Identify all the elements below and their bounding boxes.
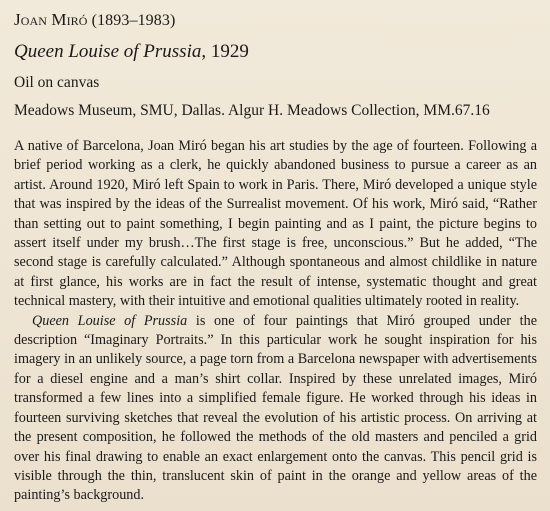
artist-line (14, 10, 537, 31)
artist-name: Joan Miró (14, 10, 88, 29)
body-paragraph-2-text: is one of four paintings that Miró grouped under the description “Imaginary Portraits.” In this particular work he sought inspiration for his imagery in an unlikely source, a page torn from a Barcelona newspaper with advertisements for a diesel engine and a man’s shirt collar. Inspired by these unrelated images, Miró transformed a few lines into a simplified female figure. He worked through his ideas in fourteen surviving sketches that reveal the evolution of his artistic process. On arriving at the present composition, he followed the methods of the old masters and penciled a grid over his final drawing to enable an exact enlargement onto the canvas. This pencil grid is visible through the thin, translucent skin of paint in the orange and yellow areas of the painting’s background. (14, 312, 537, 504)
label-body-text (14, 137, 537, 506)
body-paragraph-2-title: Queen Louise of Prussia (32, 312, 188, 329)
artwork-year: , 1929 (201, 41, 249, 62)
artwork-medium: Oil on canvas (14, 74, 100, 91)
collection-credit: Meadows Museum, SMU, Dallas. Algur H. Meadows Collection, MM.67.16 (14, 102, 490, 119)
body-paragraph-1: A native of Barcelona, Joan Miró began his art studies by the age of fourteen. Following a brief period working as a clerk, he quickly abandoned business to pursue a career as an artist. Around 1920, Miró left Spain to work in Paris. There, Miró developed a unique style that was inspired by the ideas of the Surrealist movement. Of his work, Miró said, “Rather than setting out to paint something, I begin painting and as I paint, the picture begins to assert itself under my brush…The first stage is free, unconscious.” But he added, “The second stage is carefully calculated.” Although spontaneous and almost childlike in nature at first glance, his works are in fact the result of intense, systematic thought and great technical mastery, with their intuitive and emotional qualities ultimately rooted in reality. (14, 138, 537, 310)
artist-dates: (1893–1983) (91, 12, 176, 29)
artwork-title-line (14, 40, 537, 64)
artwork-title: Queen Louise of Prussia (14, 41, 202, 62)
body-paragraph-2 (14, 312, 537, 506)
